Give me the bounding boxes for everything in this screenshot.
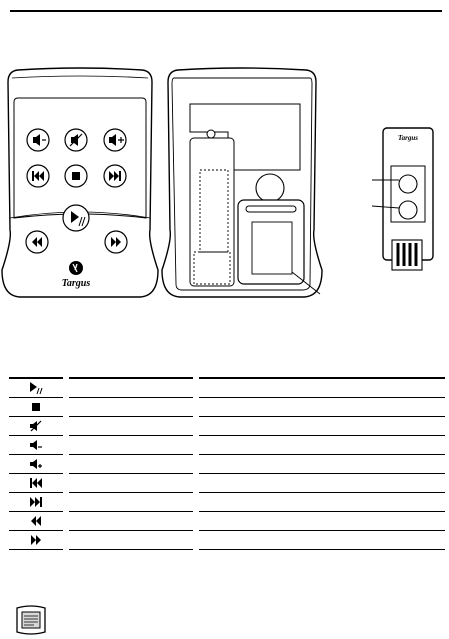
table-header-cell <box>69 356 193 378</box>
next-track-button[interactable] <box>104 165 126 187</box>
play-pause-button[interactable] <box>63 205 89 231</box>
remote-back <box>162 68 322 297</box>
table-row <box>9 512 445 531</box>
note-icon <box>14 605 48 635</box>
rewind-button[interactable] <box>26 231 48 253</box>
targus-emblem-icon <box>69 261 83 275</box>
stop-button[interactable] <box>65 165 87 187</box>
volume-up-icon <box>29 458 43 470</box>
fast-forward-icon <box>31 535 41 545</box>
volume-up-button[interactable] <box>104 129 126 151</box>
table-row <box>9 493 445 512</box>
stop-icon <box>31 402 41 412</box>
table-row <box>9 436 445 455</box>
table-row <box>9 417 445 436</box>
table-row <box>9 531 445 550</box>
table-header-row <box>9 356 445 378</box>
controls-table <box>9 356 445 550</box>
table-row <box>9 474 445 493</box>
header-rule <box>10 10 442 12</box>
storage-slot <box>190 138 234 286</box>
table-row <box>9 378 445 398</box>
previous-track-button[interactable] <box>27 165 49 187</box>
table-header-cell <box>199 356 445 378</box>
mute-icon <box>29 420 43 432</box>
battery-door <box>238 200 304 284</box>
rewind-icon <box>31 516 41 526</box>
table-row <box>9 398 445 417</box>
table-header-cell <box>9 356 63 378</box>
table-row <box>9 455 445 474</box>
logo-text: Targus <box>61 278 91 289</box>
volume-down-icon <box>29 439 43 451</box>
fast-forward-button[interactable] <box>105 231 127 253</box>
previous-track-icon <box>30 478 42 488</box>
mute-button[interactable] <box>65 129 87 151</box>
volume-down-button[interactable] <box>27 129 49 151</box>
remote-front <box>2 68 158 297</box>
next-track-icon <box>30 497 42 507</box>
product-illustration <box>0 60 449 300</box>
receiver-logo-text: Targus <box>398 134 418 142</box>
play-pause-icon <box>29 382 43 394</box>
usb-receiver <box>372 128 433 270</box>
